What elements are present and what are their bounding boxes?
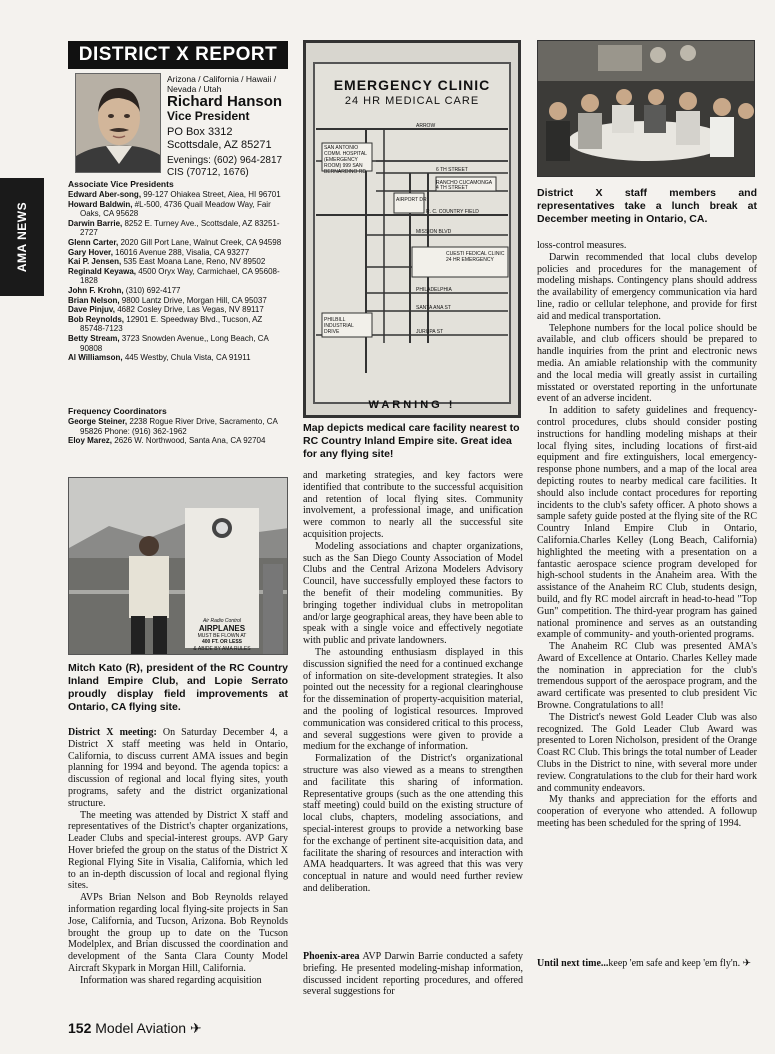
map-label: CUESTI FEDICAL CLINIC 24 HR EMERGENCY xyxy=(446,251,505,263)
map-label: R. C. COUNTRY FIELD xyxy=(426,209,479,215)
map-label: 4 TH STREET xyxy=(436,185,468,191)
paragraph: Information was shared regarding acquisition xyxy=(80,974,262,986)
photo2-caption: District X staff members and representatives take a lunch break at December meeting in Ontario, CA. xyxy=(537,187,757,225)
vp-contact xyxy=(167,155,282,179)
emergency-map-photo xyxy=(303,40,521,418)
report-title: DISTRICT X REPORT xyxy=(68,41,288,69)
vp-portrait-photo xyxy=(75,73,161,173)
page-footer xyxy=(68,1020,202,1037)
assoc-item: Bob Reynolds, 12901 E. Speedway Blvd., Tucson, AZ 85748-7123 xyxy=(68,314,263,334)
vp-phone: Evenings: (602) 964-2817 xyxy=(167,155,283,166)
paragraph: Phoenix-area AVP Darwin Barrie conducted a safety briefing. He presented modeling-mishap information, discussed incident reporting procedures, and offered several suggestions for xyxy=(303,951,523,998)
assoc-item: Kai P. Jensen, 535 East Moana Lane, Reno, NV 89502 xyxy=(68,257,266,267)
assoc-item: Glenn Carter, 2020 Gill Port Lane, Walnut Creek, CA 94598 xyxy=(68,237,282,247)
paragraph: The meeting was attended by District X staff and representatives of the District's chapter organizations, Leader Clubs and special-interest groups. AVP Gary Hover briefed the group on the status of the District X Regional Flying Site in Visalia, California, which led to an in-depth discussion of local and regional flying sites. xyxy=(68,809,288,892)
assoc-item: Howard Baldwin, #L-500, 4736 Quail Meadow Way, Fair Oaks, CA 95628 xyxy=(68,199,271,219)
section-lead: District X meeting: xyxy=(68,727,157,738)
article-signoff xyxy=(537,958,757,970)
vp-name: Richard Hanson xyxy=(167,93,283,110)
paragraph: loss-control measures. xyxy=(537,240,627,251)
paragraph: The District's newest Gold Leader Club was also recognized. The Gold Leader Club Award was presented to Loren Nicholson, president of the Orange Coast RC Club. This brings the total number of Leader Clubs in the District to nine, with several more under review. Congratulations to the club for their hard work and community endeavors. xyxy=(537,711,757,794)
map-label: SAN ANTONIO COMM. HOSPITAL (EMERGENCY ROOM) 999 SAN BERNARDINO RD xyxy=(324,145,367,175)
article-column-2 xyxy=(303,470,523,895)
paragraph: Darwin recommended that local clubs develop policies and procedures for the management of modeling mishaps. Contingency plans should address the availability of emergency communication via hard line, radio or cellular telephone, and provide for first aid and medical transportation. xyxy=(537,251,757,322)
paragraph: Modeling associations and chapter organizations, such as the San Diego County Association of Model Clubs and the Central Arizona Modelers Advisory Council, have successfully employed these factors to the benefit of their modeling communities. By bringing together individual clubs in metropolitan and/or large geographical areas, they have been able to speak with a single voice and effectively negotiate with public and private landowners. xyxy=(303,540,523,647)
map-label: MISSION BLVD xyxy=(416,229,452,235)
map-label: RANCHO CUCAMONGA xyxy=(436,180,493,186)
sign-line: AIRPLANES xyxy=(198,624,246,634)
assoc-item: Reginald Keyawa, 4500 Oryx Way, Carmichael, CA 95608-1828 xyxy=(68,266,280,286)
assoc-item: Dave Pinjuv, 4682 Cosley Drive, Las Vegas, NV 89117 xyxy=(68,305,264,315)
assoc-item: Gary Hover, 16016 Avenue 288, Visalia, CA 93277 xyxy=(68,247,250,257)
assoc-item: John F. Krohn, (310) 692-4177 xyxy=(68,285,181,295)
lunch-meeting-photo xyxy=(537,40,755,177)
vp-address-line: Scottsdale, AZ 85271 xyxy=(167,139,272,151)
vp-address xyxy=(167,126,272,152)
section-lead: Until next time... xyxy=(537,958,609,969)
field-sign-photo xyxy=(68,477,288,655)
assoc-item: Betty Stream, 3723 Snowden Avenue,, Long Beach, CA 90808 xyxy=(68,333,269,353)
map-label: AIRPORT DR xyxy=(396,197,427,203)
freq-item: George Steiner, 2238 Rogue River Drive, Sacramento, CA 95826 Phone: (916) 362-1962 xyxy=(68,417,278,436)
assoc-heading: Associate Vice Presidents xyxy=(68,179,174,189)
sign-line: MUST BE FLOWN AT xyxy=(197,633,247,640)
paragraph: My thanks and appreciation for the efforts and cooperation of everyone who attended. A followup meeting has been scheduled for the spring of 1994. xyxy=(537,794,757,830)
assoc-item: Edward Aber-song, 99-127 Ohiakea Street, Aiea, HI 96701 xyxy=(68,190,281,199)
paragraph: and marketing strategies, and key factors were identified that contribute to the successful acquisition and retention of local flying sites. Community involvement, a professional image, and unification were common to nearly all the successful site acquisition projects. xyxy=(303,470,523,540)
paragraph: AVPs Brian Nelson and Bob Reynolds relayed information regarding local flying-site projects in San Jose, California, and Tucson, Arizona. Bob Reynolds brought the group up to date on the Tucson Modelplex, and Brian discussed the coordination and development of the Santa Clara County Model Aircraft Skypark in Morgan Hill, California. xyxy=(68,892,288,974)
sign-line: Air Radio Control xyxy=(202,618,242,624)
freq-heading: Frequency Coordinators xyxy=(68,406,167,416)
paragraph: Until next time...keep 'em safe and keep 'em fly'n. ✈ xyxy=(537,958,752,969)
vp-cis: CIS (70712, 1676) xyxy=(167,167,249,178)
vp-address-line: PO Box 3312 xyxy=(167,126,233,138)
article-column-3 xyxy=(537,240,757,830)
photo1-caption: Mitch Kato (R), president of the RC Country Inland Empire Club, and Lopie Serrato proudly display field improvements at Ontario, CA flying site. xyxy=(68,662,288,713)
page-number: 152 xyxy=(68,1020,92,1036)
assoc-item: Al Williamson, 445 Westby, Chula Vista, CA 91911 xyxy=(68,353,251,363)
vp-title: Vice President xyxy=(167,109,250,123)
map-sign-title: EMERGENCY CLINIC xyxy=(333,77,491,93)
sign-line: & ABIDE BY AMA RULES xyxy=(193,645,251,652)
paragraph: The Anaheim RC Club was presented AMA's Award of Excellence at Ontario. Charles Kelley made the nomination in appreciation for the club's tremendous support of the aerospace program, and the award certificate was presented to club president Vic Browne. Congratulations to all! xyxy=(537,641,757,712)
magazine-name: Model Aviation xyxy=(95,1020,187,1036)
article-column-1 xyxy=(68,727,288,987)
map-label: JURUPA ST xyxy=(416,329,444,335)
map-label: PHILBILL INDUSTRIAL DRIVE xyxy=(324,317,354,335)
field-sign-text xyxy=(185,618,259,652)
map-label: SANTA ANA ST xyxy=(416,305,451,311)
map-label: PHILADELPHIA xyxy=(416,287,452,293)
paragraph: In addition to safety guidelines and frequency-control procedures, clubs should consider posting instructions for handling modeling mishaps at their local flying sites, including locations of first-aid equipment and fire extinguishers, local emergency-response phone numbers, and a map of the local area depicting routes to nearby medical care facilities. It should also include contact procedures for reporting incidents to the club's safety officer. A photo shows a sample safety guide posted at the flying site of the RC Country Inland Empire Club in Ontario, California.Charles Kelley (Long Beach, California) highlighted the meeting with a presentation on a fantastic aerospace science program developed for high-school students in the Anaheim area. With the assistance of the Anaheim RC Club, students design, build, and fly RC model aircraft in head-to-head "Top Gun" competition. The third-year program has gained national prominence and serves as an outstanding example of community- and youth-oriented programs. xyxy=(537,405,757,641)
map-caption: Map depicts medical care facility nearest to RC Country Inland Empire site. Great idea for any flying site! xyxy=(303,422,520,460)
sign-line: 400 FT. OR LESS xyxy=(201,639,242,646)
map-label: ARROW xyxy=(416,123,436,129)
assoc-item: Brian Nelson, 9800 Lantz Drive, Morgan Hill, CA 95037 xyxy=(68,295,267,305)
section-lead: Phoenix-area xyxy=(303,951,360,962)
map-warning: WARNING ! xyxy=(368,399,456,411)
district-states: Arizona / California / Hawaii / Nevada / Utah xyxy=(167,74,277,94)
airplane-icon: ✈ xyxy=(189,1020,202,1036)
map-sign-subtitle: 24 HR MEDICAL CARE xyxy=(344,95,480,107)
assoc-list xyxy=(68,190,288,363)
side-tab-label: AMA NEWS xyxy=(15,201,29,273)
map-label: 6 TH STREET xyxy=(436,167,468,173)
freq-item: Eloy Marez, 2626 W. Northwood, Santa Ana, CA 92704 xyxy=(68,436,266,446)
paragraph: District X meeting: On Saturday December 4, a District X staff meeting was held in Ontario, California, to discuss current AMA issues and begin planning for 1994 and beyond. The agenda topics: a discussion of regional and local flying sites, youth programs, safety and the district organizational structure. xyxy=(68,727,288,809)
assoc-item: Darwin Barrie, 8252 E. Turney Ave., Scottsdale, AZ 83251-2727 xyxy=(68,218,280,238)
side-tab xyxy=(0,178,44,296)
paragraph: Telephone numbers for the local police should be available, and club officers should be prepared to handle inquiries from the print and electronic news media. An amiable relationship with the community and the local media will greatly assist in curtailing misstated or overstated reporting in the unfortunate event of an adverse incident. xyxy=(537,322,757,405)
article-column-2-safety xyxy=(303,951,523,998)
freq-list xyxy=(68,417,288,446)
paragraph: The astounding enthusiasm displayed in this discussion signified the need for a continued exchange of information on site-development strategies. It also pointed out the necessity for a regional clearinghouse for the dissemination of property-acquisition material, and the pooling of logistical resources. Improved communication was considered critical to this process, and several suggestions were given to provide a medium for the exchange of information. xyxy=(303,646,523,753)
airplane-icon: ✈ xyxy=(742,958,752,969)
paragraph: Formalization of the District's organizational structure was also viewed as a means to strengthen and facilitate this sharing of information. Representative groups (such as the one attending this staff meeting) could build on the existing structure of local clubs, chapters, modeling associations, and special-interest groups to provide a networking base for the exchange of pertinent site-acquisition data, and facilitate the sharing of resources and interaction with AMA headquarters. It was agreed that this was very conceptual in nature and would need further review and deliberation. xyxy=(303,753,523,894)
